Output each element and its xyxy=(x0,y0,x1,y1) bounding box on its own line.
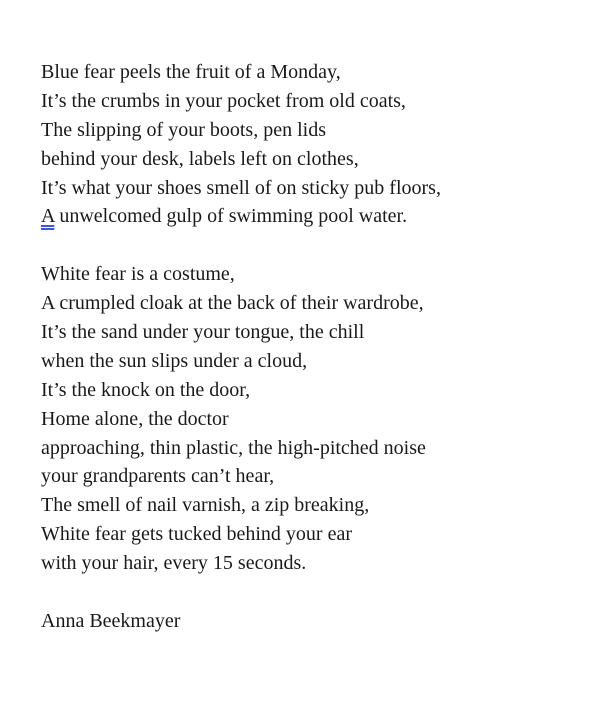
stanza-1 xyxy=(41,58,581,231)
stanza-separator xyxy=(41,231,581,260)
poem-line: when the sun slips under a cloud, xyxy=(41,349,308,372)
poem-line: with your hair, every 15 seconds. xyxy=(41,552,307,575)
grammar-flagged-word[interactable]: A xyxy=(41,205,55,228)
poem-line: It’s what your shoes smell of on sticky pub floors, xyxy=(41,176,441,199)
poem-line xyxy=(41,202,581,231)
poem-line: White fear gets tucked behind your ear xyxy=(41,523,352,546)
poem-line: your grandparents can’t hear, xyxy=(41,465,275,488)
poem-line: Blue fear peels the fruit of a Monday, xyxy=(41,61,341,83)
poem-line: It’s the knock on the door, xyxy=(41,378,251,401)
poem-body[interactable] xyxy=(41,58,581,636)
poem-line: behind your desk, labels left on clothes, xyxy=(41,147,359,170)
poem-line: The smell of nail varnish, a zip breaking, xyxy=(41,494,370,517)
poem-line: The slipping of your boots, pen lids xyxy=(41,118,326,141)
poem-line: A crumpled cloak at the back of their wardrobe, xyxy=(41,292,424,315)
author-name: Anna Beekmayer xyxy=(41,609,181,632)
stanza-2 xyxy=(41,260,581,578)
poem-line: approaching, thin plastic, the high-pitched noise xyxy=(41,436,426,459)
poem-line: Home alone, the doctor xyxy=(41,407,229,430)
poem-line-text: unwelcomed gulp of swimming pool water. xyxy=(54,205,408,228)
poem-line: It’s the crumbs in your pocket from old coats, xyxy=(41,89,406,112)
stanza-separator xyxy=(41,578,581,607)
poem-line: White fear is a costume, xyxy=(41,263,235,286)
poem-line: It’s the sand under your tongue, the chill xyxy=(41,321,365,344)
